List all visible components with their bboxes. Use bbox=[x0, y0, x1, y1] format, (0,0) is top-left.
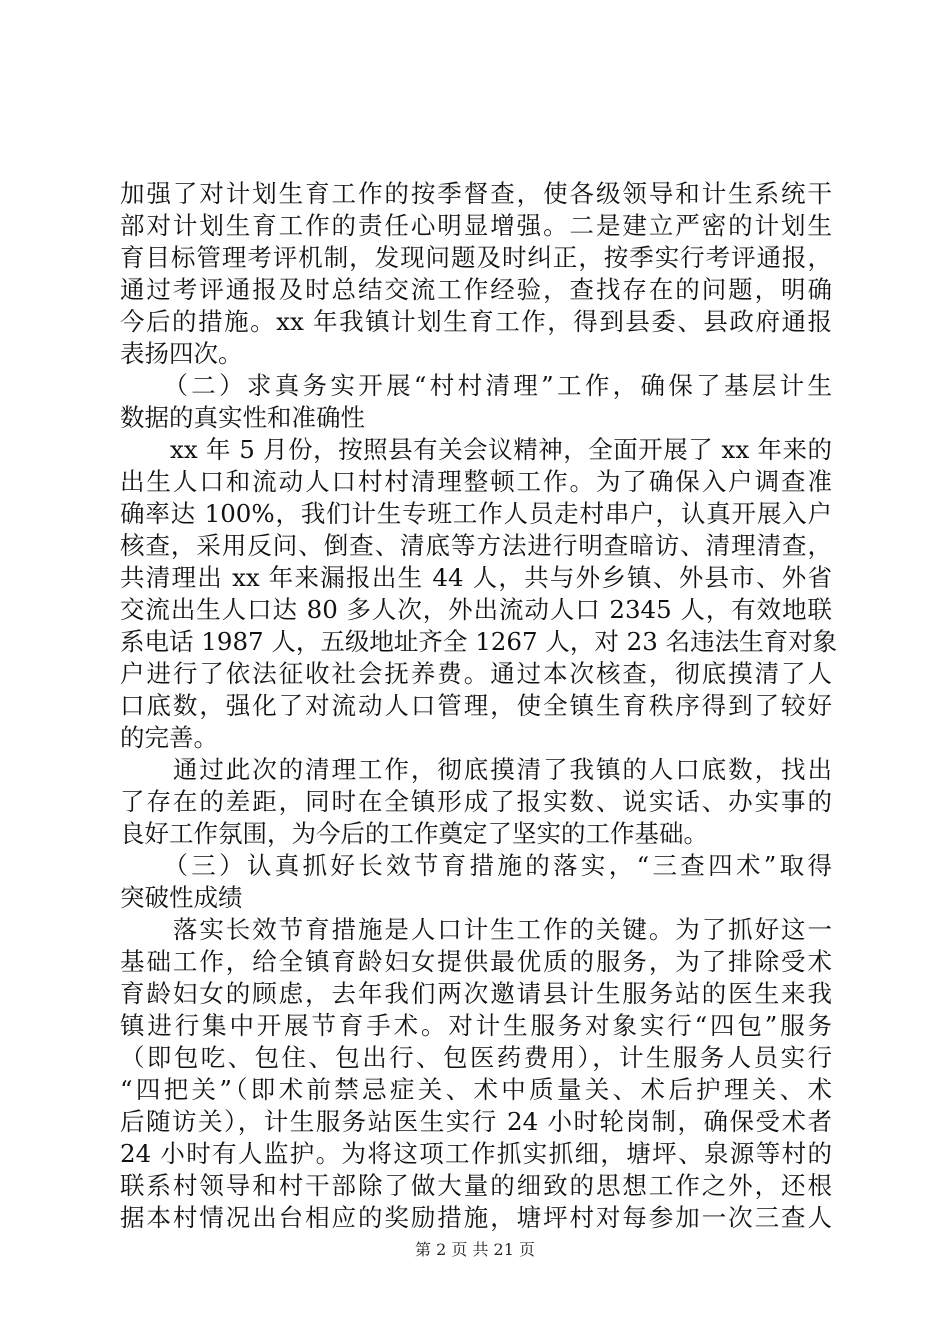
text-line: 联系村领导和村干部除了做大量的细致的思想工作之外，还根 bbox=[120, 1171, 832, 1200]
section-heading-line: （三）认真抓好长效节育措施的落实，“三查四术”取得 bbox=[120, 851, 832, 880]
text-line: 户进行了依法征收社会抚养费。通过本次核查，彻底摸清了人 bbox=[120, 659, 832, 688]
text-line: 交流出生人口达 80 多人次，外出流动人口 2345 人，有效地联 bbox=[120, 595, 832, 624]
text-line: 通过考评通报及时总结交流工作经验，查找存在的问题，明确 bbox=[120, 275, 832, 304]
text-line: 落实长效节育措施是人口计生工作的关键。为了抓好这一 bbox=[120, 915, 832, 944]
page-footer: 第 2 页 共 21 页 bbox=[415, 1240, 535, 1259]
text-line: 24 小时有人监护。为将这项工作抓实抓细，塘坪、泉源等村的 bbox=[120, 1139, 832, 1168]
text-line: 共清理出 xx 年来漏报出生 44 人，共与外乡镇、外县市、外省 bbox=[120, 563, 832, 592]
text-line: 通过此次的清理工作，彻底摸清了我镇的人口底数，找出 bbox=[120, 755, 832, 784]
text-line: 基础工作，给全镇育龄妇女提供最优质的服务，为了排除受术 bbox=[120, 947, 832, 976]
text-line: xx 年 5 月份，按照县有关会议精神，全面开展了 xx 年来的 bbox=[120, 435, 832, 464]
text-line: 了存在的差距，同时在全镇形成了报实数、说实话、办实事的 bbox=[120, 787, 832, 816]
text-line: 良好工作氛围，为今后的工作奠定了坚实的工作基础。 bbox=[120, 819, 708, 848]
text-line: 今后的措施。xx 年我镇计划生育工作，得到县委、县政府通报 bbox=[120, 307, 832, 336]
section-heading-line: 突破性成绩 bbox=[120, 883, 243, 912]
text-line: 加强了对计划生育工作的按季督查，使各级领导和计生系统干 bbox=[120, 179, 832, 208]
text-line: 口底数，强化了对流动人口管理，使全镇生育秩序得到了较好 bbox=[120, 691, 832, 720]
text-line: 育龄妇女的顾虑，去年我们两次邀请县计生服务站的医生来我 bbox=[120, 979, 832, 1008]
section-heading-line: 数据的真实性和准确性 bbox=[120, 403, 365, 432]
text-line: 镇进行集中开展节育手术。对计生服务对象实行“四包”服务 bbox=[120, 1011, 832, 1040]
text-line: 系电话 1987 人，五级地址齐全 1267 人，对 23 名违法生育对象 bbox=[120, 627, 838, 656]
text-line: 出生人口和流动人口村村清理整顿工作。为了确保入户调查准 bbox=[120, 467, 832, 496]
section-heading-line: （二）求真务实开展“村村清理”工作，确保了基层计生 bbox=[120, 371, 832, 400]
text-line: （即包吃、包住、包出行、包医药费用），计生服务人员实行 bbox=[120, 1043, 832, 1072]
text-line: 后随访关），计生服务站医生实行 24 小时轮岗制，确保受术者 bbox=[120, 1107, 832, 1136]
text-line: 核查，采用反问、倒查、清底等方法进行明查暗访、清理清查， bbox=[120, 531, 832, 560]
text-line: 表扬四次。 bbox=[120, 339, 243, 368]
text-line: 据本村情况出台相应的奖励措施，塘坪村对每参加一次三查人 bbox=[120, 1203, 832, 1232]
text-line: 确率达 100%，我们计生专班工作人员走村串户，认真开展入户 bbox=[120, 499, 832, 528]
text-line: 育目标管理考评机制，发现问题及时纠正，按季实行考评通报， bbox=[120, 243, 832, 272]
text-line: “四把关”（即术前禁忌症关、术中质量关、术后护理关、术 bbox=[120, 1075, 832, 1104]
text-line: 部对计划生育工作的责任心明显增强。二是建立严密的计划生 bbox=[120, 211, 832, 240]
text-line: 的完善。 bbox=[120, 723, 218, 752]
body-text bbox=[120, 178, 838, 1234]
